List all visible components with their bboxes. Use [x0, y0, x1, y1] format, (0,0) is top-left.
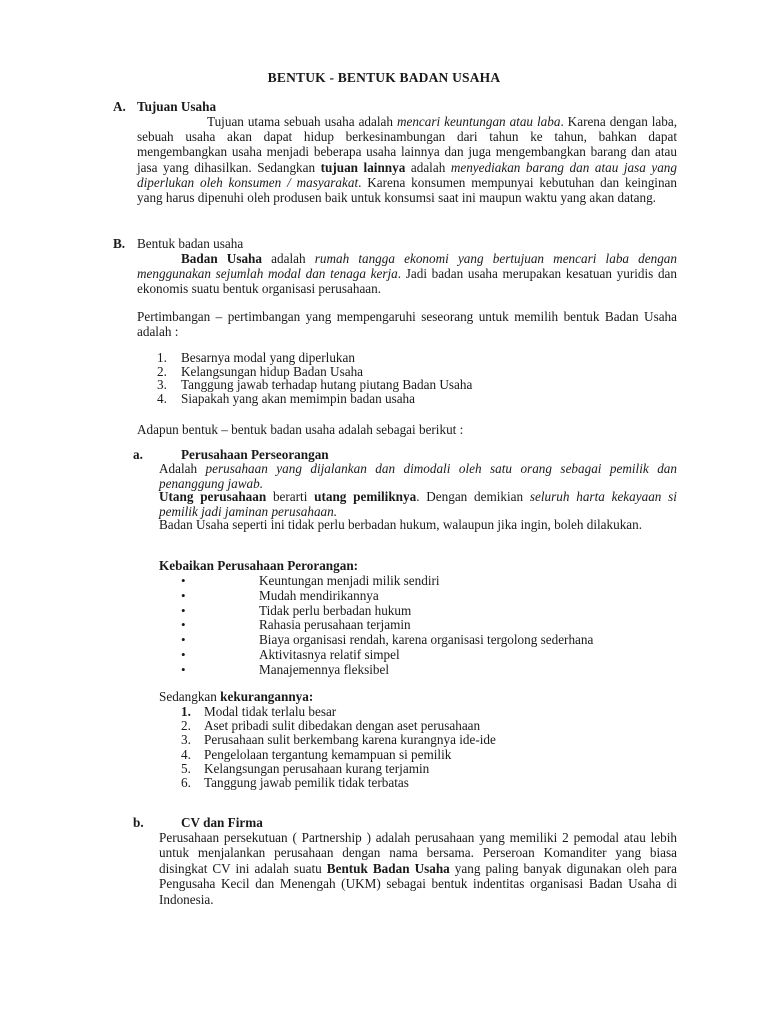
- list-item: • Manajemennya fleksibel: [181, 661, 389, 677]
- bullet-icon: •: [181, 617, 186, 633]
- list-item: • Tidak perlu berbadan hukum: [181, 602, 412, 618]
- section-a-paragraph: Tujuan utama sebuah usaha adalah mencari keuntungan atau laba. Karena dengan laba, sebuah usaha akan dapat hidup berkesinambungan dari tahun ke tahun, bahkan dapat mengembangkan usaha menjadi beberapa usaha lainnya dan juga mengembangkan barang dan atau jasa yang dihasilkan. Sedangkan tujuan lainnya adalah menyediakan barang dan atau jasa yang diperlukan oleh konsumen / masyarakat. Karena konsumen mempunyai kebutuhan dan keinginan yang harus dipenuhi oleh produsen baik untuk konsumsi saat ini maupun waktu yang akan datang.: [137, 114, 678, 206]
- list-item: 2. Aset pribadi sulit dibedakan dengan aset perusahaan: [181, 718, 481, 734]
- advantages-list: [181, 574, 661, 678]
- document-title: BENTUK - BENTUK BADAN USAHA: [267, 70, 501, 85]
- bullet-icon: •: [181, 661, 186, 677]
- list-item: 3. Perusahaan sulit berkembang karena kurangnya ide-ide: [181, 732, 496, 748]
- section-a-letter: A.: [113, 99, 126, 114]
- disadvantages-list: [181, 705, 661, 790]
- disadvantages-heading: Sedangkan kekurangannya:: [159, 689, 314, 704]
- bullet-icon: •: [181, 587, 186, 603]
- subsection-a-legal: Badan Usaha seperti ini tidak perlu berbadan hukum, walaupun jika ingin, boleh dilakukan.: [159, 517, 643, 532]
- subsection-b-heading: CV dan Firma: [181, 815, 263, 830]
- advantages-heading: Kebaikan Perusahaan Perorangan:: [159, 558, 359, 573]
- list-item: • Biaya organisasi rendah, karena organisasi tergolong sederhana: [181, 632, 594, 648]
- list-item: 6. Tanggung jawab pemilik tidak terbatas: [181, 774, 409, 790]
- list-item: 1. Besarnya modal yang diperlukan: [157, 350, 355, 365]
- forms-intro: Adapun bentuk – bentuk badan usaha adalah sebagai berikut :: [137, 422, 464, 437]
- list-item: • Mudah mendirikannya: [181, 587, 379, 603]
- list-item: 2. Kelangsungan hidup Badan Usaha: [157, 363, 364, 379]
- considerations-list: [157, 351, 657, 405]
- subsection-a-debt: Utang perusahaan berarti utang pemiliknya. Dengan demikian seluruh harta kekayaan si pemilik jadi jaminan perusahaan.: [159, 489, 677, 520]
- section-a-heading: Tujuan Usaha: [137, 99, 217, 114]
- list-item: 4. Siapakah yang akan memimpin badan usaha: [157, 390, 416, 406]
- list-item: 5. Kelangsungan perusahaan kurang terjamin: [181, 760, 430, 776]
- list-item: 4. Pengelolaan tergantung kemampuan si pemilik: [181, 746, 452, 762]
- list-item: • Keuntungan menjadi milik sendiri: [181, 573, 440, 588]
- list-item: • Rahasia perusahaan terjamin: [181, 617, 411, 633]
- section-b-letter: B.: [113, 236, 126, 251]
- subsection-a-heading: Perusahaan Perseorangan: [181, 447, 329, 462]
- considerations-intro: Pertimbangan – pertimbangan yang mempengaruhi seseorang untuk memilih bentuk Badan Usaha adalah :: [137, 309, 677, 340]
- subsection-b-letter: b.: [133, 815, 144, 830]
- bullet-icon: •: [181, 646, 186, 662]
- bullet-icon: •: [181, 602, 186, 618]
- list-item: • Aktivitasnya relatif simpel: [181, 646, 400, 662]
- bullet-icon: •: [181, 573, 186, 588]
- subsection-a-definition: Adalah perusahaan yang dijalankan dan dimodali oleh satu orang sebagai pemilik dan penanggung jawab.: [159, 461, 677, 492]
- subsection-a-letter: a.: [133, 447, 143, 462]
- section-b-definition: Badan Usaha adalah rumah tangga ekonomi yang bertujuan mencari laba dengan menggunakan sejumlah modal dan tenaga kerja. Jadi badan usaha merupakan kesatuan yuridis dan ekonomis suatu bentuk organisasi perusahaan.: [137, 251, 677, 297]
- list-item: 3. Tanggung jawab terhadap hutang piutang Badan Usaha: [157, 377, 473, 393]
- subsection-b-paragraph: Perusahaan persekutuan ( Partnership ) adalah perusahaan yang memiliki 2 pemodal atau lebih untuk menjalankan perusahaan dengan nama bersama. Perseroan Komanditer yang biasa disingkat CV ini adalah suatu Bentuk Badan Usaha yang paling banyak digunakan oleh para Pengusaha Kecil dan Menengah (UKM) sebagai bentuk indentitas organisasi Badan Usaha di Indonesia.: [159, 830, 677, 907]
- section-b-heading: Bentuk badan usaha: [137, 236, 244, 251]
- bullet-icon: •: [181, 632, 186, 648]
- list-item: 1. Modal tidak terlalu besar: [181, 704, 337, 719]
